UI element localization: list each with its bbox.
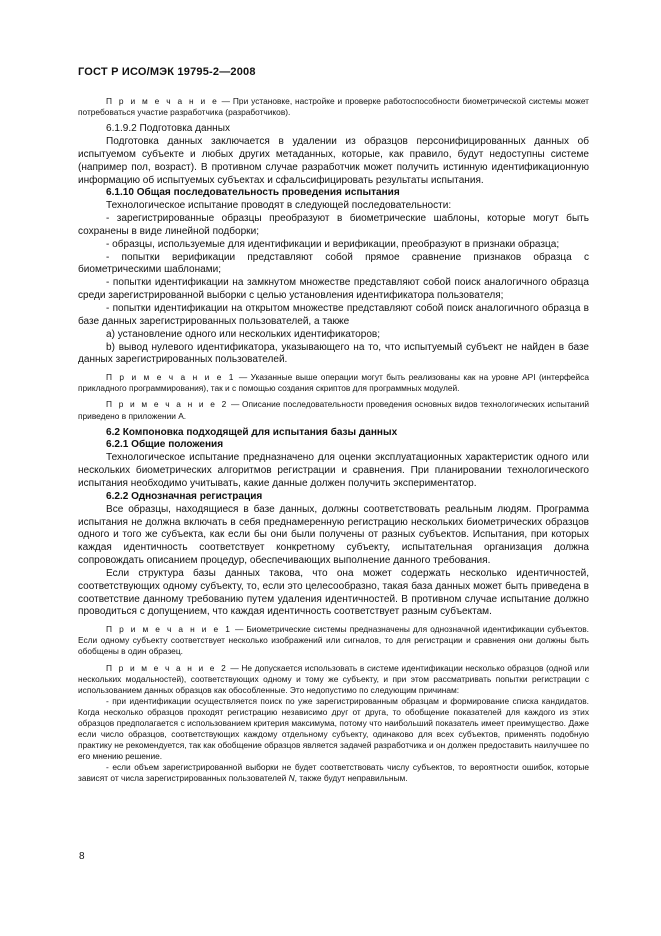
note-2b-list-item: - если объем зарегистрированной выборки не будет соответствовать числу субъектов, то вероятности ошибок, которые зависят от числа зарегистрированных пользователей N, также будут неправильным. (78, 762, 589, 784)
note-label: П р и м е ч а н и е 2 (106, 662, 228, 673)
paragraph-6-2-2-b: Если структура базы данных такова, что она может содержать несколько идентичностей, соответствующих одному субъекту, то, если это целесообразно, такая база данных может быть приведена в соответствие данному требованию путем удаления идентичностей. В противном случае испытание должно проводиться с допущением, что каждая идентичность соответствует разным субъектам. (78, 567, 589, 618)
note-label: П р и м е ч а н и е 2 (106, 399, 229, 410)
page-number: 8 (79, 851, 85, 862)
note-label: П р и м е ч а н и е (106, 96, 219, 106)
heading-6-2-1: 6.2.1 Общие положения (106, 439, 224, 451)
paragraph-6-2-2-a: Все образцы, находящиеся в базе данных, должны соответствовать реальным людям. Программа испытания не должна включать в себя преднамеренную регистрацию нескольких биометрических образцов одного и того же субъекта, как если бы они были получены от разных субъектов. Испытания, при которых каждая идентичность соответствует конкретному субъекту, испытательная организация должна сопровождать описанием процедур, обеспечивающих выполнение данного требования. (78, 503, 589, 567)
heading-6-2: 6.2 Компоновка подходящей для испытания базы данных (106, 426, 398, 438)
note-top: П р и м е ч а н и е — При установке, настройке и проверке работоспособности биометрической системы может потребоваться участие разработчика (разработчиков). (78, 96, 589, 118)
list-item: - попытки идентификации на открытом множестве представляют собой поиск аналогичного образца в базе данных зарегистрированных пользователей, а также (78, 303, 589, 327)
note-1b: П р и м е ч а н и е 1 — Биометрические системы предназначены для однозначной идентификации субъектов. Если одному субъекту соответствует несколько изображений или сигналов, то для регистрации и сравнения они должны быть обобщены в один образец. (78, 624, 589, 657)
note-1a: П р и м е ч а н и е 1 — Указанные выше операции могут быть реализованы как на уровне API (интерфейса прикладного программирования), так и с помощью создания скриптов для программных модулей. (78, 372, 589, 394)
paragraph-6-1-10-intro: Технологическое испытание проводят в следующей последовательности: (106, 200, 452, 212)
note-2b-list-item: - при идентификации осуществляется поиск по уже зарегистрированным образцам и формирование списка кандидатов. Когда несколько образцов проходят регистрацию независимо друг от друга, то обобщение показателей для каждого из этих образцов предполагается с использованием критерия максимума, потому что наибольший показатель имеет преимущество. Даже если число образцов, соответствующих каждому отдельному субъекту, одинаково для всех субъектов, применять подобную практику не рекомендуется, так как обобщение образцов является задачей разработчика и он должен предоставить наилучшее по его мнению решение. (78, 695, 589, 762)
paragraph-6-1-9-2: Подготовка данных заключается в удалении из образцов персонифицированных данных об испытуемом субъекте и любых других метаданных, которые, как правило, будут недоступны системе (например пол, возраст). В противном случае разработчик может получить истинную идентификационную информацию об испытуемых субъектах и сфальсифицировать результаты испытания. (78, 136, 589, 186)
list-item: - зарегистрированные образцы преобразуют в биометрические шаблоны, которые могут быть сохранены в виде линейной подборки; (78, 213, 589, 237)
sub-list-item-a: a) установление одного или нескольких идентификаторов; (106, 328, 381, 340)
list-item: - образцы, используемые для идентификации и верификации, преобразуют в признаки образца; (106, 238, 560, 250)
note-2a: П р и м е ч а н и е 2 — Описание последовательности проведения основных видов технологических испытаний приведено в приложении А. (78, 399, 589, 421)
list-item: - попытки идентификации на замкнутом множестве представляют собой поиск аналогичного образца среди зарегистрированной выборки с целью установления идентификатора пользователя; (78, 277, 589, 302)
standard-header: ГОСТ Р ИСО/МЭК 19795-2—2008 (78, 66, 256, 78)
note-label: П р и м е ч а н и е 1 (106, 372, 236, 383)
sub-list-item-b: b) вывод нулевого идентификатора, указывающего на то, что испытуемый субъект не найден в базе данных зарегистрированных пользователей. (78, 341, 589, 366)
note-label: П р и м е ч а н и е 1 (106, 624, 232, 635)
heading-6-2-2: 6.2.2 Однозначная регистрация (106, 490, 263, 502)
heading-6-1-10: 6.1.10 Общая последовательность проведения испытания (106, 187, 400, 199)
list-item: - попытки верификации представляют собой прямое сравнение признаков образца с биометрическими шаблонами; (78, 251, 589, 276)
paragraph-6-2-1: Технологическое испытание предназначено для оценки эксплуатационных характеристик одного или нескольких биометрических алгоритмов регистрации и сравнения. При планировании технологического испытания необходимо учитывать, какие данные должен получить экспериментатор. (78, 452, 589, 489)
document-body (78, 96, 589, 785)
heading-6-1-9-2: 6.1.9.2 Подготовка данных (106, 123, 230, 135)
note-2b: П р и м е ч а н и е 2 — Не допускается использовать в системе идентификации несколько образцов (одной или нескольких модальностей), соответствующих одному и тому же субъекту, и при этом рассматривать попытки регистрации с использованием данных образцов как обособленные. Это недопустимо по следующим причинам: (78, 662, 589, 695)
